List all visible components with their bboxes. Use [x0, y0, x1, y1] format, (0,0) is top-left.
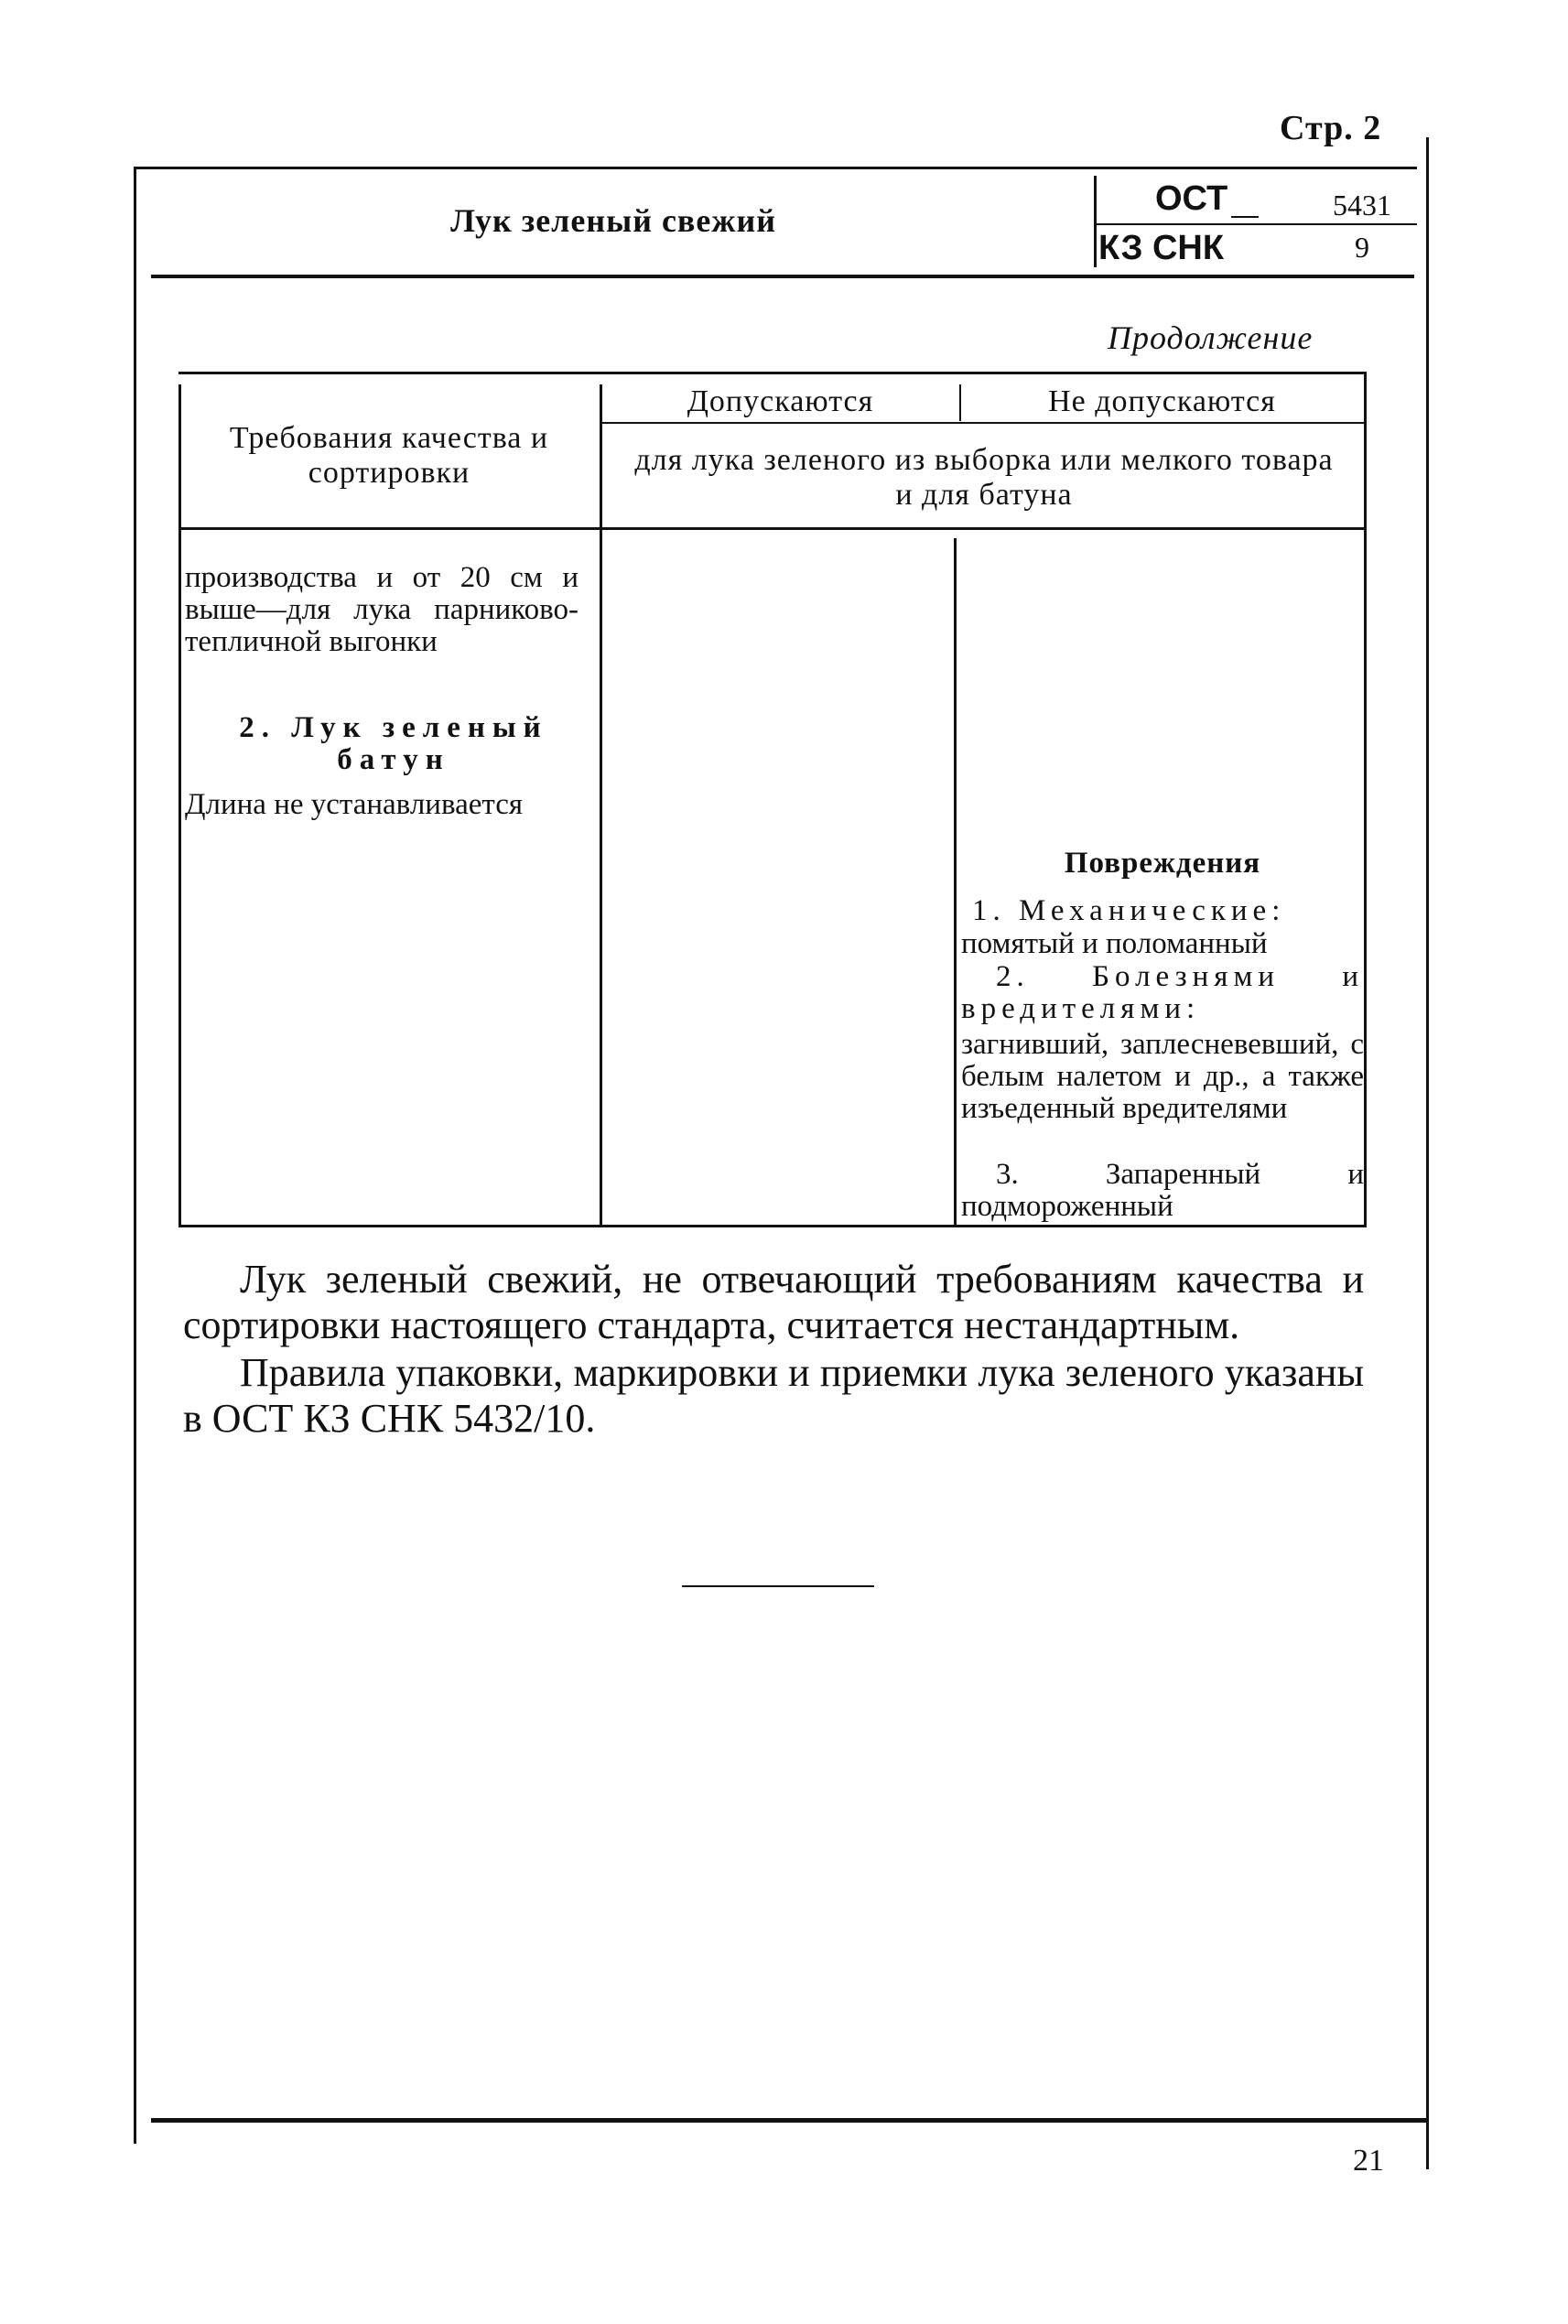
damage-item-2-head: 2. Болезнями и вредителями:: [961, 960, 1364, 1025]
damage-title: Повреждения: [1064, 847, 1261, 880]
column-header-allowed: Допускаются: [687, 384, 874, 418]
frame-bottom-rule: [151, 2118, 1428, 2123]
frame-top-rule: [135, 167, 1417, 169]
damage-item-1-head: 1. Механические:: [972, 894, 1286, 927]
table-col2-rule-body: [954, 538, 957, 1225]
frame-left-rule: [134, 167, 136, 2144]
table-col2-rule-header: [959, 384, 961, 421]
document-title: Лук зеленый свежий: [450, 202, 776, 239]
standard-number-bottom: 9: [1355, 231, 1369, 264]
body-paragraph-packaging: Правила упаковки, маркировки и приемки лука зеленого указаны в ОСТ КЗ СНК 5432/10.: [183, 1350, 1364, 1441]
damage-item-3: 3. Запаренный и подмороженный: [961, 1158, 1364, 1223]
requirements-text-1: производства и от 20 см и выше—для лука парниково-тепличной выгонки: [185, 561, 579, 658]
standard-code-top: ОСТ: [1155, 179, 1228, 218]
damage-item-2-body: загнивший, заплесневевший, с белым налетом и др., а также изъеденный вредителями: [961, 1028, 1364, 1125]
page-label: Стр. 2: [1280, 109, 1382, 147]
table-bottom-rule: [178, 1225, 1364, 1227]
page-number: 21: [1353, 2144, 1384, 2178]
requirements-item-batun: 2. Лук зеленый батун: [239, 711, 548, 776]
merged-header-scope: для лука зеленого из выборка или мелкого товара и для батуна: [634, 443, 1334, 512]
standard-number-top: 5431: [1333, 189, 1391, 222]
table-subheader-rule: [600, 422, 1364, 424]
damage-item-1-body: помятый и поломанный: [961, 927, 1268, 960]
frame-header-bottom-rule: [151, 275, 1414, 278]
column-header-not-allowed: Не допускаются: [1048, 384, 1276, 418]
column-header-requirements: Требования качества и сортировки: [229, 421, 549, 490]
code-dash: [1231, 216, 1259, 218]
continuation-label: Продолжение: [1108, 319, 1314, 356]
table-top-rule: [178, 372, 1364, 374]
body-paragraph-nonstandard: Лук зеленый свежий, не отвечающий требованиям качества и сортировки настоящего стандарта, считается нестандартным.: [183, 1257, 1364, 1347]
standard-code-bottom: КЗ СНК: [1098, 229, 1225, 267]
table-header-bottom-rule: [178, 527, 1364, 530]
table-right-rule: [1364, 372, 1367, 1227]
code-box-left-rule: [1094, 176, 1097, 267]
table-col1-rule: [600, 384, 602, 1225]
table-left-rule: [178, 384, 181, 1227]
code-divider: [1097, 223, 1417, 225]
requirements-text-length: Длина не устанавливается: [185, 788, 524, 821]
end-separator: [682, 1585, 874, 1587]
frame-right-rule: [1426, 137, 1429, 2169]
